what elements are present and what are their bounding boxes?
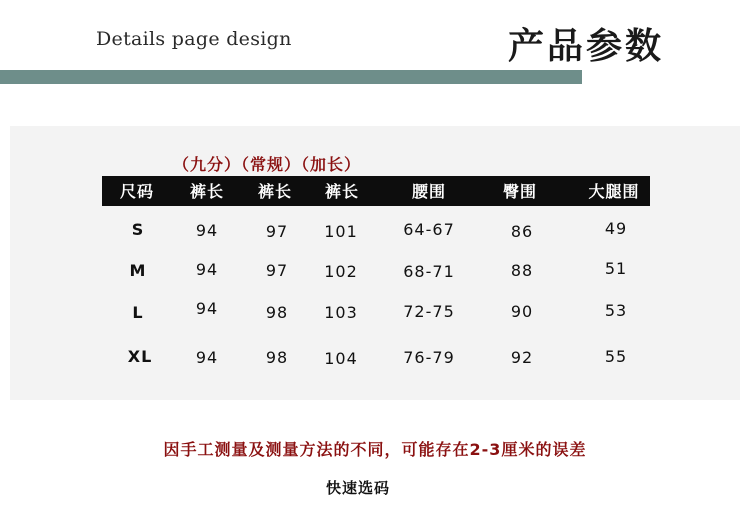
table-cell: 94 (195, 260, 219, 279)
table-cell-size: XL (127, 347, 153, 366)
length-variant-labels: （九分）（常规）（加长） (173, 155, 362, 174)
table-cell: 92 (510, 348, 534, 367)
quick-size-select-heading: 快速选码 (325, 479, 390, 497)
table-cell: 72-75 (403, 302, 455, 321)
header-subtitle: Details page design (96, 28, 292, 50)
size-table-panel (10, 126, 740, 400)
measurement-note: 因手工测量及测量方法的不同，可能存在2-3厘米的误差 (163, 440, 587, 459)
table-cell: 55 (604, 347, 628, 366)
column-header-length-long: 裤长 (324, 182, 360, 201)
table-cell: 97 (265, 222, 289, 241)
size-table-header (102, 176, 650, 206)
column-header-length-ninth: 裤长 (189, 182, 225, 201)
table-cell: 76-79 (403, 348, 455, 367)
table-cell-size: S (131, 220, 145, 239)
table-cell: 94 (195, 221, 219, 240)
table-cell: 102 (324, 262, 358, 281)
page-title: 产品参数 (508, 26, 665, 67)
table-cell: 98 (265, 348, 289, 367)
table-cell: 86 (510, 222, 534, 241)
column-header-hip: 臀围 (502, 182, 538, 201)
table-cell: 94 (195, 299, 219, 318)
column-header-size: 尺码 (119, 182, 155, 201)
table-cell: 104 (324, 349, 358, 368)
table-cell: 51 (604, 259, 628, 278)
table-cell: 101 (324, 222, 358, 241)
column-header-length-regular: 裤长 (257, 182, 293, 201)
table-cell: 68-71 (403, 262, 455, 281)
table-cell: 49 (604, 219, 628, 238)
table-cell: 53 (604, 301, 628, 320)
table-cell: 90 (510, 302, 534, 321)
column-header-thigh: 大腿围 (588, 182, 640, 201)
header-divider-gap (582, 70, 750, 84)
table-cell: 94 (195, 348, 219, 367)
table-cell: 64-67 (403, 220, 455, 239)
table-cell-size: L (132, 303, 144, 322)
header-divider-bar (0, 70, 582, 84)
table-cell: 98 (265, 303, 289, 322)
column-header-waist: 腰围 (411, 182, 447, 201)
table-cell: 103 (324, 303, 358, 322)
table-cell: 88 (510, 261, 534, 280)
table-cell: 97 (265, 261, 289, 280)
table-cell-size: M (129, 261, 147, 280)
